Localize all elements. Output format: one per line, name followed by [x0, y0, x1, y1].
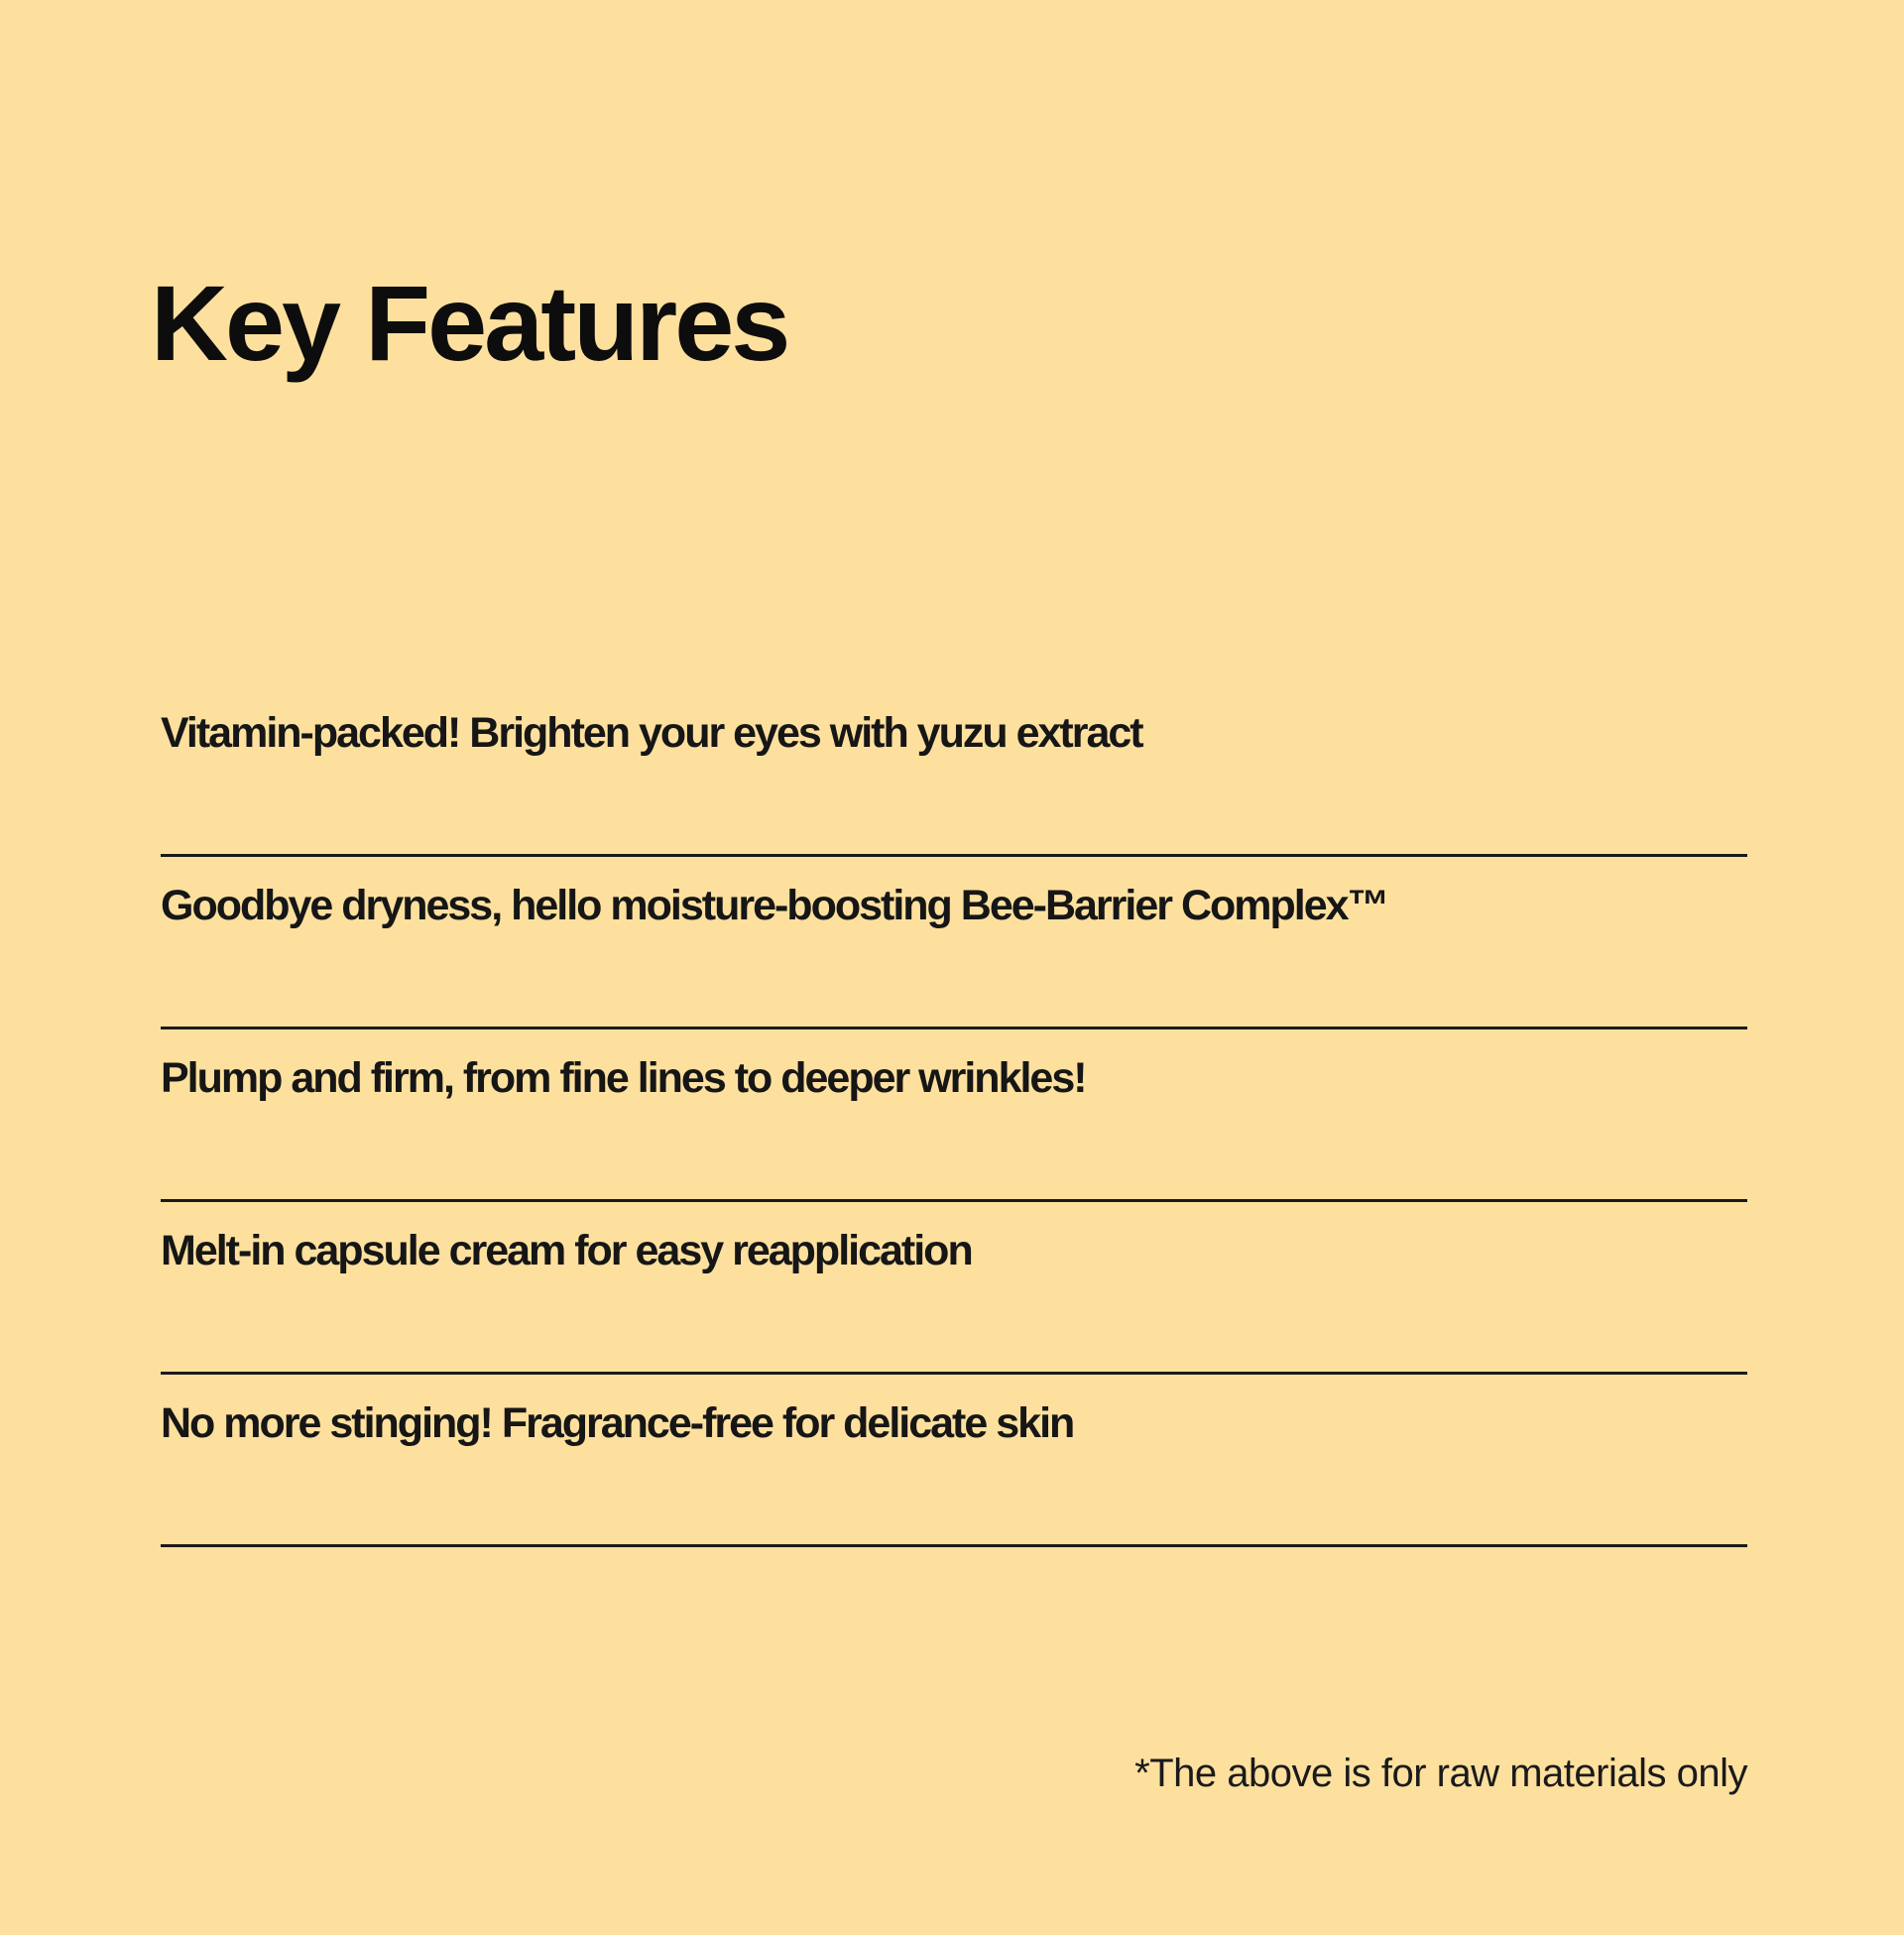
feature-text: No more stinging! Fragrance-free for delicate skin — [161, 1399, 1074, 1447]
footnote: *The above is for raw materials only — [1134, 1752, 1747, 1795]
feature-text: Goodbye dryness, hello moisture-boosting Bee-Barrier Complex™ — [161, 882, 1388, 929]
feature-item-firming — [161, 1029, 1747, 1202]
feature-item-moisture — [161, 857, 1747, 1029]
feature-item-capsule-cream — [161, 1202, 1747, 1375]
feature-item-vitamin — [161, 684, 1747, 857]
feature-item-fragrance-free — [161, 1375, 1747, 1547]
feature-text: Melt-in capsule cream for easy reapplication — [161, 1227, 972, 1274]
feature-text: Vitamin-packed! Brighten your eyes with yuzu extract — [161, 709, 1142, 757]
feature-text: Plump and firm, from fine lines to deeper wrinkles! — [161, 1054, 1086, 1102]
features-list — [161, 684, 1747, 1547]
page-title: Key Features — [151, 263, 788, 383]
